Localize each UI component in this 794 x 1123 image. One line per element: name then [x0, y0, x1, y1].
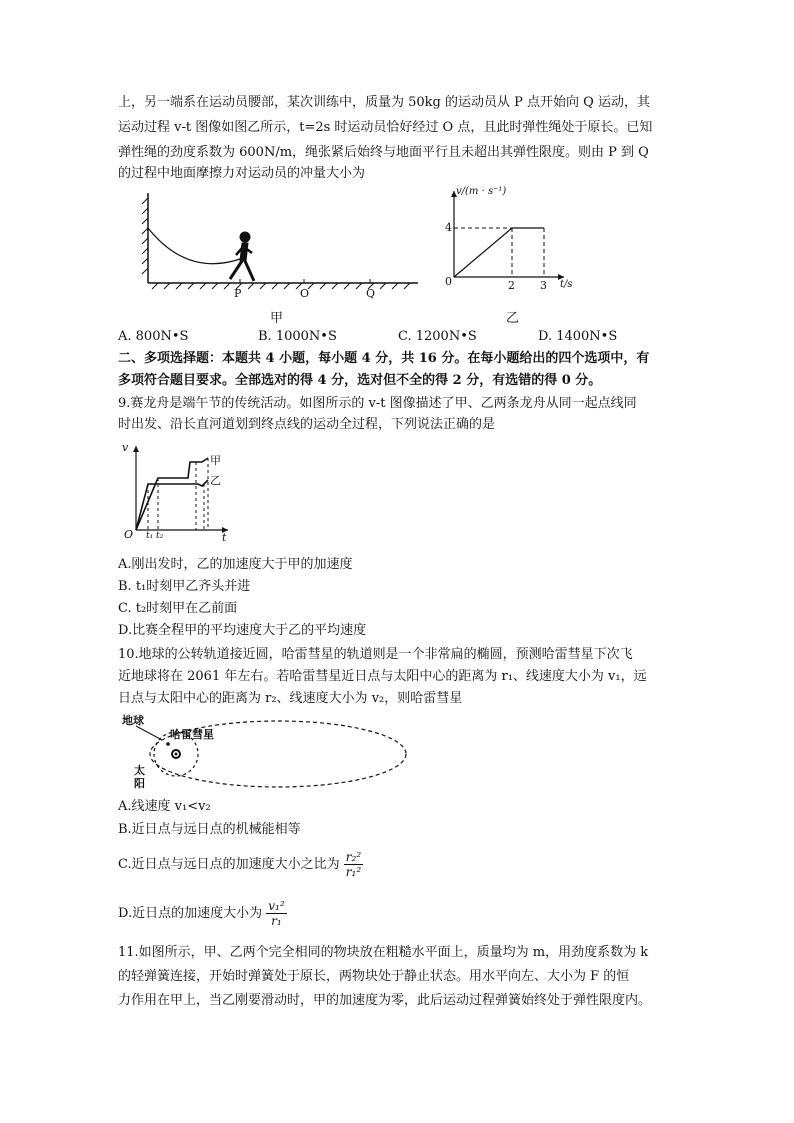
q8-option-a: A. 800N•S [118, 329, 189, 344]
figure-vt-graph [440, 185, 570, 293]
point-q-label: Q [366, 287, 376, 300]
section-2-heading-line-1: 二、多项选择题：本题共 4 小题，每小题 4 分，共 16 分。在每小题给出的四个选项中，有 [118, 351, 650, 366]
vt-ylabel: v/(m · s⁻¹) [456, 186, 507, 197]
vt-origin: 0 [445, 275, 452, 288]
q8-line-3: 弹性绳的劲度系数为 600N/m，绳张紧后始终与地面平行且未超出其弹性限度。则由 P 到 Q [118, 145, 649, 160]
q9-option-b: B. t₁时刻甲乙齐头并进 [118, 579, 251, 594]
q8-option-b: B. 1000N•S [258, 329, 337, 344]
q8-option-d: D. 1400N•S [538, 329, 618, 344]
series-jia-label: 甲 [210, 454, 221, 467]
q10-line-1: 10.地球的公转轨道接近圆，哈雷彗星的轨道则是一个非常扁的椭圆，预测哈雷彗星下次飞 [118, 647, 633, 662]
q8-line-1: 上，另一端系在运动员腰部，某次训练中，质量为 50kg 的运动员从 P 点开始向 Q 运动，其 [118, 95, 650, 110]
vt-ramp-line [454, 228, 512, 277]
boat-vt-origin: O [124, 528, 134, 541]
q9-option-a: A.刚出发时，乙的加速度大于甲的加速度 [118, 557, 353, 572]
q10-option-d [118, 899, 287, 928]
q8-line-2: 运动过程 v-t 图像如图乙所示，t=2s 时运动员恰好经过 O 点，且此时弹性绳处于原长。已知 [118, 120, 653, 135]
q10-option-d-denominator: r₁ [271, 914, 282, 928]
point-o-label: O [300, 287, 310, 300]
q10-option-b: B.近日点与远日点的机械能相等 [118, 822, 301, 837]
earth-label: 地球 [122, 714, 144, 727]
q11-line-2: 的轻弹簧连接，开始时弹簧处于原长，两物块处于静止状态。用水平向左、大小为 F 的恒 [118, 969, 630, 984]
q9-line-2: 时出发、沿长直河道划到终点线的运动全过程，下列说法正确的是 [118, 417, 496, 432]
q10-option-c [118, 850, 363, 879]
boat-vt-xlabel: t [222, 531, 227, 544]
q10-option-a: A.线速度 v₁<v₂ [118, 799, 211, 814]
q10-option-d-numerator: v₁² [268, 899, 285, 913]
q10-option-d-fraction [266, 899, 286, 928]
q11-line-3: 力作用在甲上，当乙刚要滑动时，甲的加速度为零，此后运动过程弹簧始终处于弹性限度内。 [118, 993, 652, 1008]
boat-vt-t1: t₁ [146, 531, 154, 541]
comet-label: 哈雷彗星 [170, 728, 214, 741]
section-2-heading-line-2: 多项符合题目要求。全部选对的得 4 分，选对但不全的得 2 分，有选错的得 0 分。 [118, 373, 602, 388]
q8-line-4: 的过程中地面摩擦力对运动员的冲量大小为 [118, 166, 366, 181]
q11-line-1: 11.如图所示，甲、乙两个完全相同的物块放在粗糙水平面上，质量均为 m，用劲度系数为 k [118, 945, 649, 960]
q10-line-3: 日点与太阳中心的距离为 r₂、线速度大小为 v₂，则哈雷彗星 [118, 691, 463, 706]
series-jia-line [136, 458, 208, 530]
q9-option-c: C. t₂时刻甲在乙前面 [118, 601, 238, 616]
boat-vt-t2: t₂ [156, 531, 164, 541]
q9-line-1: 9.赛龙舟是端午节的传统活动。如图所示的 v-t 图像描述了甲、乙两条龙舟从同一起点线同 [118, 396, 637, 411]
q10-line-2: 近地球将在 2061 年左右。若哈雷彗星近日点与太阳中心的距离为 r₁、线速度大小为 v₁，远 [118, 669, 647, 684]
q9-option-d: D.比赛全程甲的平均速度大于乙的平均速度 [118, 623, 367, 638]
runner-icon [230, 232, 254, 281]
q10-option-c-fraction [344, 850, 363, 879]
q10-option-c-text: C.近日点与远日点的加速度大小之比为 [118, 857, 340, 872]
vt-ytick-4: 4 [445, 221, 452, 234]
sun-label-2: 阳 [134, 777, 145, 790]
figure-a-caption: 甲 [270, 311, 284, 326]
figure-comet-orbit [118, 714, 418, 794]
q10-option-c-denominator: r₁² [345, 865, 362, 879]
point-p-label: P [234, 287, 242, 300]
series-yi-label: 乙 [210, 474, 221, 487]
vt-xlabel: t/s [560, 279, 573, 290]
vt-xtick-3: 3 [540, 279, 547, 292]
vt-xtick-2: 2 [508, 279, 515, 292]
q8-option-c: C. 1200N•S [398, 329, 477, 344]
q10-option-c-numerator: r₂² [345, 850, 362, 864]
q10-option-d-text: D.近日点的加速度大小为 [118, 906, 263, 921]
boat-vt-ylabel: v [122, 441, 129, 454]
figure-b-caption: 乙 [506, 311, 520, 326]
sun-label-1: 太 [134, 764, 145, 777]
